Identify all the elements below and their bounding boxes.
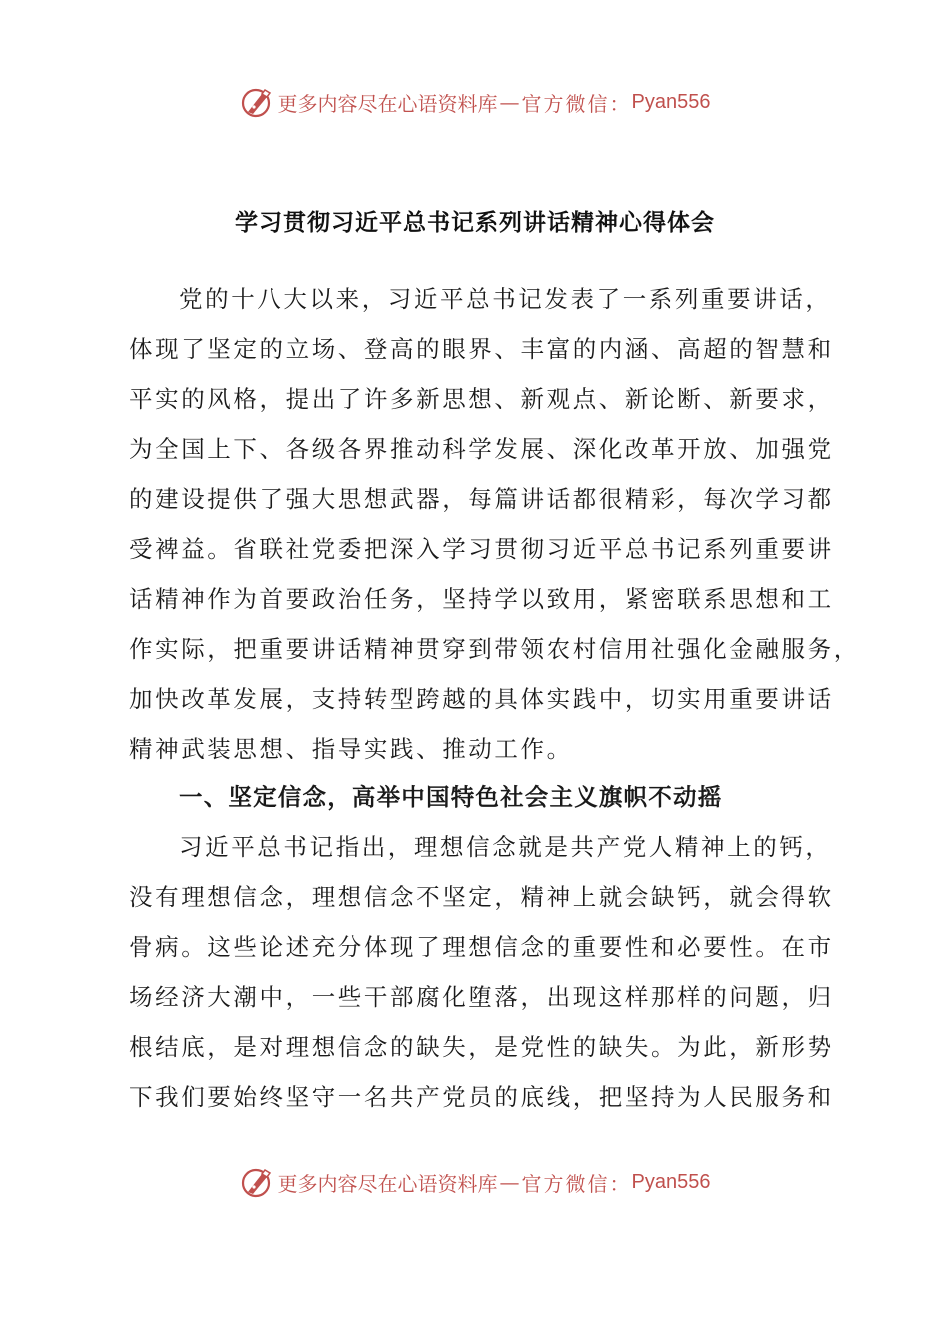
paragraph-line: 加快改革发展，支持转型跨越的具体实践中，切实用重要讲话: [129, 685, 834, 713]
paragraph-line: 没有理想信念，理想信念不坚定，精神上就会缺钙，就会得软: [129, 883, 834, 911]
banner-wechat-id: Pyan556: [631, 90, 711, 113]
banner-dash: —: [499, 90, 520, 114]
banner-wechat-label: 官方微信：: [521, 1171, 632, 1196]
banner-wechat-id: Pyan556: [631, 1170, 711, 1193]
paragraph-line: 场经济大潮中，一些干部腐化堕落，出现这样那样的问题，归: [129, 983, 834, 1011]
pen-nib-logo-icon: [240, 1165, 274, 1199]
paragraph-line: 话精神作为首要政治任务，坚持学以致用，紧密联系思想和工: [129, 585, 834, 613]
banner-brand-text: 更多内容尽在心语资料库: [277, 91, 498, 116]
paragraph-line: 平实的风格，提出了许多新思想、新观点、新论断、新要求，: [129, 385, 834, 413]
footer-banner: [0, 1162, 950, 1202]
section-heading: 一、坚定信念，高举中国特色社会主义旗帜不动摇: [179, 783, 723, 811]
paragraph-line: 下我们要始终坚守一名共产党员的底线，把坚持为人民服务和: [129, 1083, 834, 1111]
paragraph-line: 的建设提供了强大思想武器，每篇讲话都很精彩，每次学习都: [129, 485, 834, 513]
paragraph-line: 体现了坚定的立场、登高的眼界、丰富的内涵、高超的智慧和: [129, 335, 834, 363]
paragraph-line: 作实际，把重要讲话精神贯穿到带领农村信用社强化金融服务，: [129, 635, 860, 663]
paragraph-line: 骨病。这些论述充分体现了理想信念的重要性和必要性。在市: [129, 933, 834, 961]
paragraph-line: 党的十八大以来，习近平总书记发表了一系列重要讲话，: [179, 285, 832, 313]
paragraph-line: 精神武装思想、指导实践、推动工作。: [129, 735, 573, 763]
banner-brand-text: 更多内容尽在心语资料库: [277, 1171, 498, 1196]
paragraph-line: 习近平总书记指出，理想信念就是共产党人精神上的钙，: [179, 833, 832, 861]
paragraph-line: 为全国上下、各级各界推动科学发展、深化改革开放、加强党: [129, 435, 834, 463]
banner-dash: —: [499, 1170, 520, 1194]
header-banner: [0, 82, 950, 122]
banner-wechat-label: 官方微信：: [521, 91, 632, 116]
document-title: 学习贯彻习近平总书记系列讲话精神心得体会: [235, 210, 715, 236]
pen-nib-logo-icon: [240, 85, 274, 119]
paragraph-line: 受裨益。省联社党委把深入学习贯彻习近平总书记系列重要讲: [129, 535, 834, 563]
paragraph-line: 根结底，是对理想信念的缺失，是党性的缺失。为此，新形势: [129, 1033, 834, 1061]
